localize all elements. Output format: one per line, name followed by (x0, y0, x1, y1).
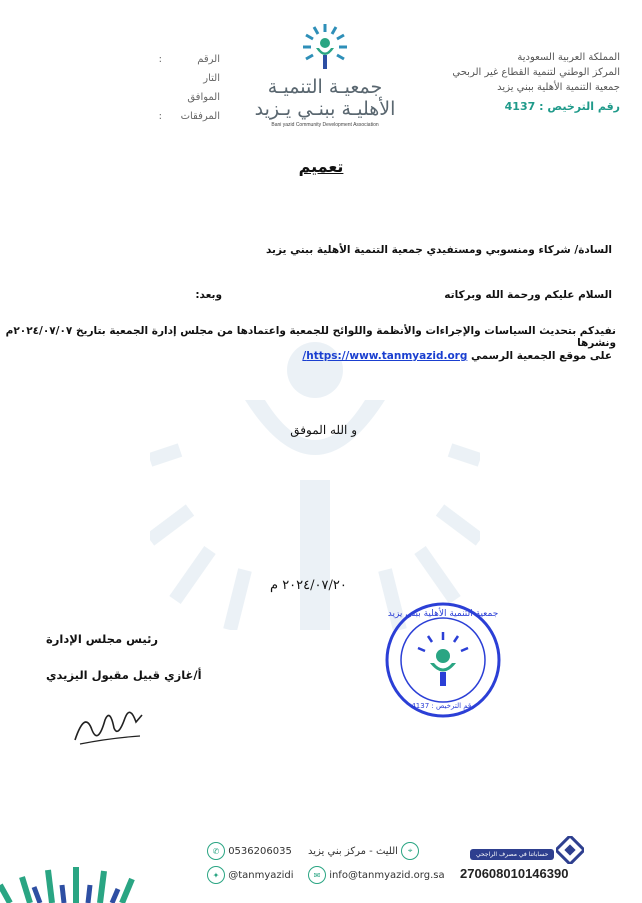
stamp-license: رقم الترخيص : 4137 (411, 702, 475, 710)
body-line2-prefix: على موقع الجمعية الرسمي (471, 350, 612, 362)
letter-body-line2 (302, 350, 612, 362)
location-text: الليث - مركز بني يزيد (308, 846, 398, 857)
org-header (452, 50, 620, 114)
logo-sunburst-icon (300, 22, 350, 72)
ref-row-corresponding (40, 88, 220, 107)
logo-line1: جمعيـة التنميـة (267, 76, 383, 98)
ref-row-date (40, 69, 220, 88)
org-center: المركز الوطني لتنمية القطاع غير الربحي (452, 67, 620, 78)
bank-label: حساباتنا في مصرف الراجحي (470, 849, 554, 860)
letter-recipient: السادة/ شركاء ومنسوبي ومستفيدي جمعية التنمية الأهلية ببني يزيد (265, 244, 612, 256)
ref-sep: : (158, 54, 162, 65)
org-license: رقم الترخيص : 4137 (504, 100, 620, 113)
footer-twitter[interactable] (207, 866, 294, 884)
email-address: info@tanmyazid.org.sa (329, 870, 445, 881)
letter-body-line1: نفيدكم بتحديث السياسات والإجراءات والأنظمة واللوائح للجمعية واعتمادها من مجلس إدارة الجمعية بتاريخ ٢٠٢٤/٠٧/٠٧م ونشرها (5, 325, 616, 349)
letter-closing: و الله الموفق (290, 423, 357, 437)
letter-title: تعميم (298, 157, 344, 176)
email-icon: ✉ (308, 866, 326, 884)
bank-logo-icon (556, 836, 584, 864)
letter-after: وبعد: (195, 289, 222, 301)
reference-fields (40, 50, 220, 126)
footer-phone[interactable] (207, 842, 292, 860)
ref-label: التار (203, 73, 220, 84)
website-link[interactable]: https://www.tanmyazid.org/ (302, 350, 468, 362)
twitter-handle: @tanmyazidi (228, 870, 294, 881)
signatory-title: رئيس مجلس الإدارة (46, 632, 159, 646)
ref-sep: : (158, 111, 162, 122)
ref-label: المرفقات (180, 111, 220, 122)
letter-greeting: السلام عليكم ورحمة الله وبركاته (444, 289, 612, 301)
logo-line2: الأهليـة ببنـي يـزيد (254, 98, 396, 120)
org-name: جمعية التنمية الأهلية ببني يزيد (497, 82, 620, 93)
ref-row-number (40, 50, 220, 69)
location-pin-icon: ⌖ (401, 842, 419, 860)
whatsapp-icon: ✆ (207, 842, 225, 860)
stamp-ring-text: جمعية التنمية الأهلية ببني يزيد (387, 609, 499, 619)
ref-row-attachments (40, 107, 220, 126)
twitter-icon: ✦ (207, 866, 225, 884)
ref-label: الرقم (197, 54, 220, 65)
footer-decoration (0, 815, 150, 903)
watermark-logo (150, 250, 480, 630)
org-logo (250, 22, 400, 128)
handwritten-signature (70, 700, 150, 750)
ref-label: الموافق (187, 92, 220, 103)
footer-location (308, 842, 419, 860)
signatory-name: أ/غازي قبيل مقبول اليزيدي (46, 668, 202, 682)
phone-number: 0536206035 (228, 846, 292, 857)
org-country: المملكة العربية السعودية (517, 52, 620, 63)
logo-english: Bani yazid Community Development Association (271, 122, 379, 128)
letter-date: ٢٠٢٤/٠٧/٢٠ م (270, 578, 347, 593)
official-stamp (383, 600, 503, 720)
bank-account-number: 270608010146390 (460, 866, 569, 881)
footer-email[interactable] (308, 866, 445, 884)
